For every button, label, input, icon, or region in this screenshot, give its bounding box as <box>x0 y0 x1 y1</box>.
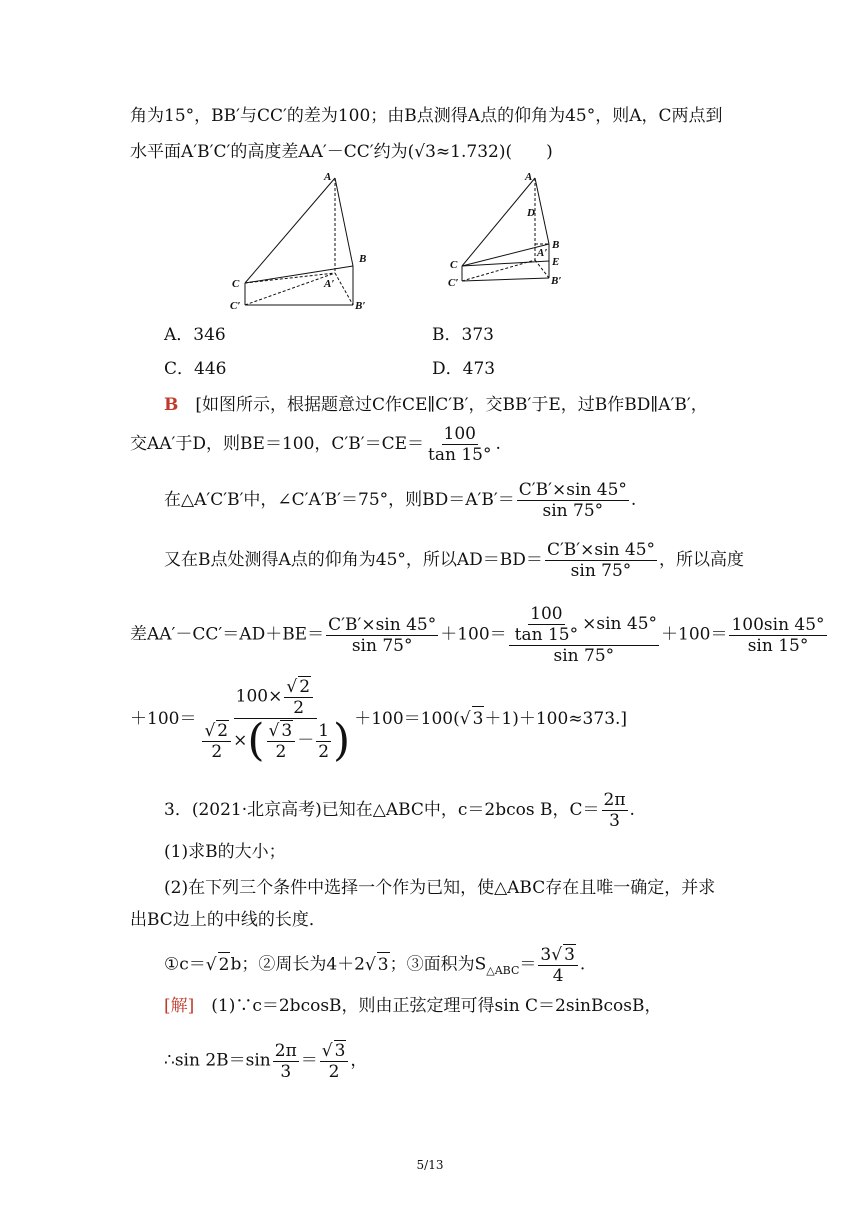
solution-line-1 <box>164 393 732 417</box>
sqrt2-over-2 <box>202 720 231 762</box>
q3-solution-1 <box>164 994 732 1018</box>
solution-text-4b: ，所以高度 <box>659 550 745 570</box>
radicand: 2 <box>217 721 229 741</box>
minus: － <box>297 730 315 751</box>
frac-den: sin 75° <box>553 646 615 666</box>
frac-num-compound <box>509 604 659 646</box>
fig2-label-a: A <box>525 171 533 183</box>
option-d <box>432 357 495 381</box>
frac-num-compound <box>234 676 317 719</box>
times-sin45: ×sin 45° <box>582 614 658 634</box>
q3-conditions <box>164 944 732 986</box>
radical-icon <box>286 677 297 697</box>
times: × <box>233 730 248 751</box>
radical-icon <box>551 945 562 965</box>
frac-num: 100 <box>530 604 563 624</box>
equals: ＝ <box>519 954 537 975</box>
option-d-value: 473 <box>462 359 496 379</box>
fraction-2pi-over-3 <box>273 1041 299 1082</box>
frac-num: C′B′×sin 45° <box>546 540 656 560</box>
answer-letter: B <box>164 395 179 415</box>
frac-num <box>538 944 578 966</box>
inner-fraction <box>513 604 580 645</box>
frac-num <box>267 720 296 742</box>
frac-den: sin 75° <box>351 635 413 656</box>
frac-num: C′B′×sin 45° <box>518 480 627 500</box>
solution-text-5: 差AA′－CC′＝AD＋BE＝ <box>130 624 325 645</box>
frac-num <box>284 676 313 698</box>
coef: 3 <box>540 945 552 965</box>
left-paren-icon: ( <box>247 715 265 766</box>
tail-2: ＋1)＋100≈373.] <box>484 709 628 729</box>
radical-icon <box>204 721 215 741</box>
plus-100: ＋100＝ <box>130 709 197 729</box>
sqrt3-over-2 <box>267 720 296 762</box>
fig2-label-b: B <box>552 239 560 251</box>
radicand: 3 <box>281 721 293 741</box>
fraction-expr-1 <box>326 615 438 656</box>
frac-den: 4 <box>552 966 564 986</box>
frac-den: 2 <box>318 741 330 762</box>
fig2-label-e: E <box>552 256 560 268</box>
option-a-value: 346 <box>193 325 226 345</box>
problem-line-1: 角为15°，BB′与CC′的差为100；由B点测得A点的仰角为45°，则A，C两点到 <box>130 106 723 126</box>
q3-sol-text-2: ∴sin 2B＝sin <box>164 1050 271 1071</box>
radicand: 3 <box>377 952 390 977</box>
solution-line-2 <box>130 424 732 465</box>
option-d-key: D． <box>432 359 463 379</box>
option-c-value: 446 <box>194 359 227 379</box>
one-over-2 <box>316 721 331 762</box>
fraction-sqrt3-over-2 <box>320 1040 349 1082</box>
period: . <box>495 434 501 454</box>
hundred-times: 100× <box>235 686 283 707</box>
q3-sol-text-1: (1)∵c＝2bcosB，则由正弦定理可得sin C＝2sinBcosB， <box>194 996 662 1016</box>
frac-num: C′B′×sin 45° <box>328 614 437 635</box>
fig2-label-c: C <box>450 259 458 271</box>
fig1-label-a-prime: A′ <box>324 278 335 290</box>
frac-den: 3 <box>280 1061 292 1082</box>
fig1-label-c-prime: C′ <box>230 300 241 312</box>
fraction-100-over-tan15 <box>426 424 493 465</box>
solution-text-3: 在△A′C′B′中，∠C′A′B′＝75°，则BD＝A′B′＝ <box>164 490 515 510</box>
radicand: 3 <box>564 945 575 965</box>
comma: ， <box>350 1050 368 1071</box>
radical-icon <box>322 1041 333 1061</box>
q3-solution-2 <box>164 1040 732 1082</box>
fraction-expr-3 <box>729 615 826 656</box>
period: . <box>579 954 586 975</box>
sqrt2-over-2 <box>284 676 313 718</box>
fraction-expr-2 <box>509 604 659 666</box>
frac-num: 100 <box>443 424 476 444</box>
frac-num <box>202 720 231 742</box>
period: . <box>630 490 637 510</box>
cond-1a: ①c＝ <box>164 954 206 975</box>
radicand: 2 <box>299 677 311 697</box>
solution-line-3 <box>164 480 732 521</box>
option-c <box>164 357 226 381</box>
radicand: 3 <box>472 706 485 731</box>
equals: ＝ <box>300 1050 318 1071</box>
q3-sub-1: (1)求B的大小； <box>164 842 286 862</box>
fig2-label-c-prime: C′ <box>448 277 459 289</box>
plus-100: ＋100＝ <box>661 624 728 645</box>
solution-text-4: 又在B点处测得A点的仰角为45°，所以AD＝BD＝ <box>164 550 543 570</box>
frac-den: 2 <box>328 1062 340 1082</box>
solution-tag: [解] <box>164 996 195 1016</box>
frac-den: tan 15° <box>514 625 579 645</box>
period: . <box>629 800 635 820</box>
option-b-key: B． <box>432 325 462 345</box>
fig1-label-c: C <box>232 278 240 290</box>
frac-den-compound <box>198 715 352 766</box>
option-a-key: A． <box>164 325 194 345</box>
option-b <box>432 323 494 347</box>
plus-100: ＋100＝ <box>440 624 507 645</box>
frac-den: 3 <box>609 811 620 831</box>
frac-num: 2π <box>274 1040 297 1061</box>
radical-icon <box>460 709 471 729</box>
frac-den: sin 15° <box>747 635 809 656</box>
radical-icon <box>206 955 217 975</box>
subscript: △ABC <box>486 963 520 977</box>
frac-den: tan 15° <box>428 445 492 465</box>
fig2-label-d: D <box>527 207 535 219</box>
right-paren-icon: ) <box>333 715 351 766</box>
solution-line-5 <box>130 604 825 666</box>
frac-den: sin 75° <box>542 501 604 521</box>
page-number: 5/13 <box>416 1158 444 1172</box>
q3-sub-2a: (2)在下列三个条件中选择一个作为已知，使△ABC存在且唯一确定，并求 <box>164 878 716 898</box>
radical-icon <box>269 721 280 741</box>
problem-line-2: 水平面A′B′C′的高度差AA′－CC′约为(√3≈1.732)( ) <box>130 142 553 162</box>
solution-text-2: 交AA′于D，则BE＝100，C′B′＝CE＝ <box>130 434 425 454</box>
option-b-value: 373 <box>461 325 494 345</box>
cond-3: ；③面积为S <box>389 954 487 975</box>
fraction-expr-4 <box>198 676 352 766</box>
figure-2 <box>448 168 578 293</box>
q3-line-1 <box>164 790 732 831</box>
frac-den: 2 <box>211 742 223 762</box>
frac-den: 2 <box>275 742 287 762</box>
q3-sub-2b: 出BC边上的中线的长度． <box>130 910 326 930</box>
tail-1: ＋100＝100( <box>354 709 460 729</box>
solution-text-1: [如图所示，根据题意过C作CE∥C′B′，交BB′于E，过B作BD∥A′B′， <box>195 395 708 415</box>
cond-2: b；②周长为4＋2 <box>230 954 365 975</box>
option-a <box>164 323 226 347</box>
frac-num: 1 <box>318 720 330 741</box>
solution-line-6 <box>130 676 732 766</box>
fig1-label-b: B <box>359 253 367 265</box>
fraction-2pi-over-3 <box>602 790 628 831</box>
fig2-label-a-prime: A′ <box>537 247 548 259</box>
fig1-label-b-prime: B′ <box>355 300 366 312</box>
frac-num: 100sin 45° <box>731 614 825 635</box>
radical-icon <box>365 955 376 975</box>
fig1-label-a: A <box>324 171 332 183</box>
q3-text-1: 3．(2021·北京高考)已知在△ABC中，c＝2bcos B，C＝ <box>164 800 600 820</box>
frac-den: sin 75° <box>570 561 632 581</box>
fraction-3sqrt3-over-4 <box>538 944 578 986</box>
solution-line-4 <box>164 540 745 581</box>
figure-1 <box>228 168 378 318</box>
fraction-ad <box>545 540 657 581</box>
option-c-key: C． <box>164 359 195 379</box>
frac-num: 2π <box>603 790 626 810</box>
radicand: 3 <box>334 1041 346 1061</box>
fig2-label-b-prime: B′ <box>551 275 562 287</box>
frac-num <box>320 1040 349 1062</box>
radicand: 2 <box>218 952 231 977</box>
fraction-bd <box>517 480 629 521</box>
frac-den: 2 <box>293 698 305 718</box>
